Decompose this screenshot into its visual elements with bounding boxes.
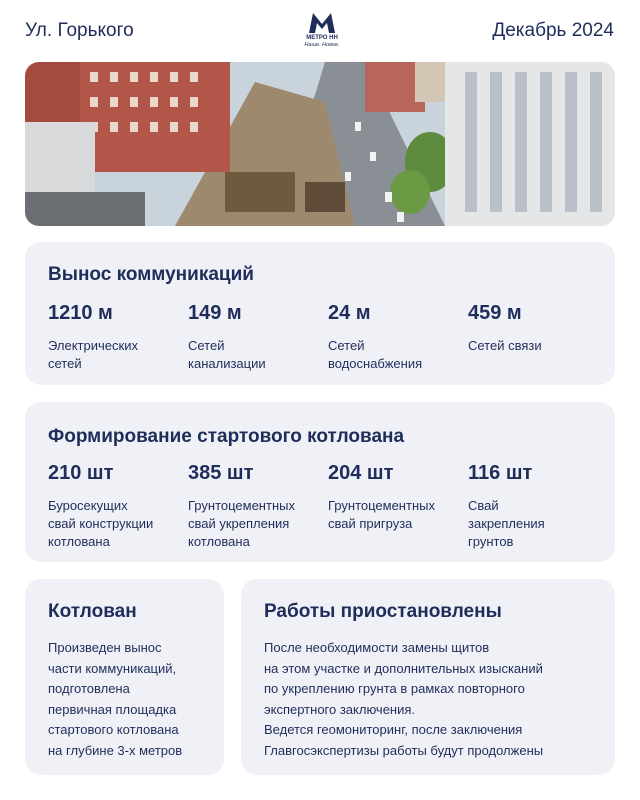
stat-value: 116 шт [468,462,533,484]
communications-card [25,242,615,385]
stat-value: 459 м [468,302,522,324]
stat-value: 385 шт [188,462,254,484]
stat-sewer [188,302,318,373]
stat-value: 1210 м [48,302,113,324]
stat-water [328,302,458,373]
stat-soil-fixing-piles [468,462,598,551]
stat-label: Свай закрепления грунтов [468,498,545,549]
construction-site-photo [25,62,615,226]
kotlovan-text: Произведен вынос части коммуникаций, подготовлена первичная площадка стартового котлована на глубине 3-х метров [48,640,183,758]
kotlovan-title: Котлован [48,601,137,622]
stat-label: Грунтоцементных свай пригруза [328,498,435,531]
stat-label: Грунтоцементных свай укрепления котлована [188,498,295,549]
report-date: Декабрь 2024 [492,20,614,41]
pit-formation-title: Формирование стартового котлована [48,426,405,447]
stat-bored-piles [48,462,178,551]
works-suspended-title: Работы приостановлены [264,601,502,622]
communications-title: Вынос коммуникаций [48,264,254,285]
works-suspended-text: После необходимости замены щитов на этом участке и дополнительных изысканий по укреплению грунта в рамках повторного экспертного заключения. Ведется геомониторинг, после заключения Главгосэкспертизы работы будут продолжены [264,640,544,758]
street-name: Ул. Горького [25,20,134,41]
kotlovan-card [25,579,224,775]
pit-formation-card [25,402,615,562]
stat-electric [48,302,178,373]
header [0,0,640,62]
works-suspended-card [241,579,615,775]
metro-logo [296,11,348,55]
stat-label: Сетей канализации [188,338,266,371]
stat-label: Сетей связи [468,338,542,353]
stat-soil-cement-load [328,462,458,533]
stat-label: Электрических сетей [48,338,138,371]
metro-m-icon [307,11,337,35]
stat-value: 24 м [328,302,371,324]
stat-value: 210 шт [48,462,114,484]
stat-soil-cement-reinforce [188,462,318,551]
stat-label: Сетей водоснабжения [328,338,423,371]
stat-value: 149 м [188,302,242,324]
logo-title: МЕТРО НН [306,35,338,41]
logo-slogan: Наше. Новое. [304,42,340,48]
stat-telecom [468,302,598,355]
stat-value: 204 шт [328,462,394,484]
stat-label: Буросекущих свай конструкции котлована [48,498,154,549]
